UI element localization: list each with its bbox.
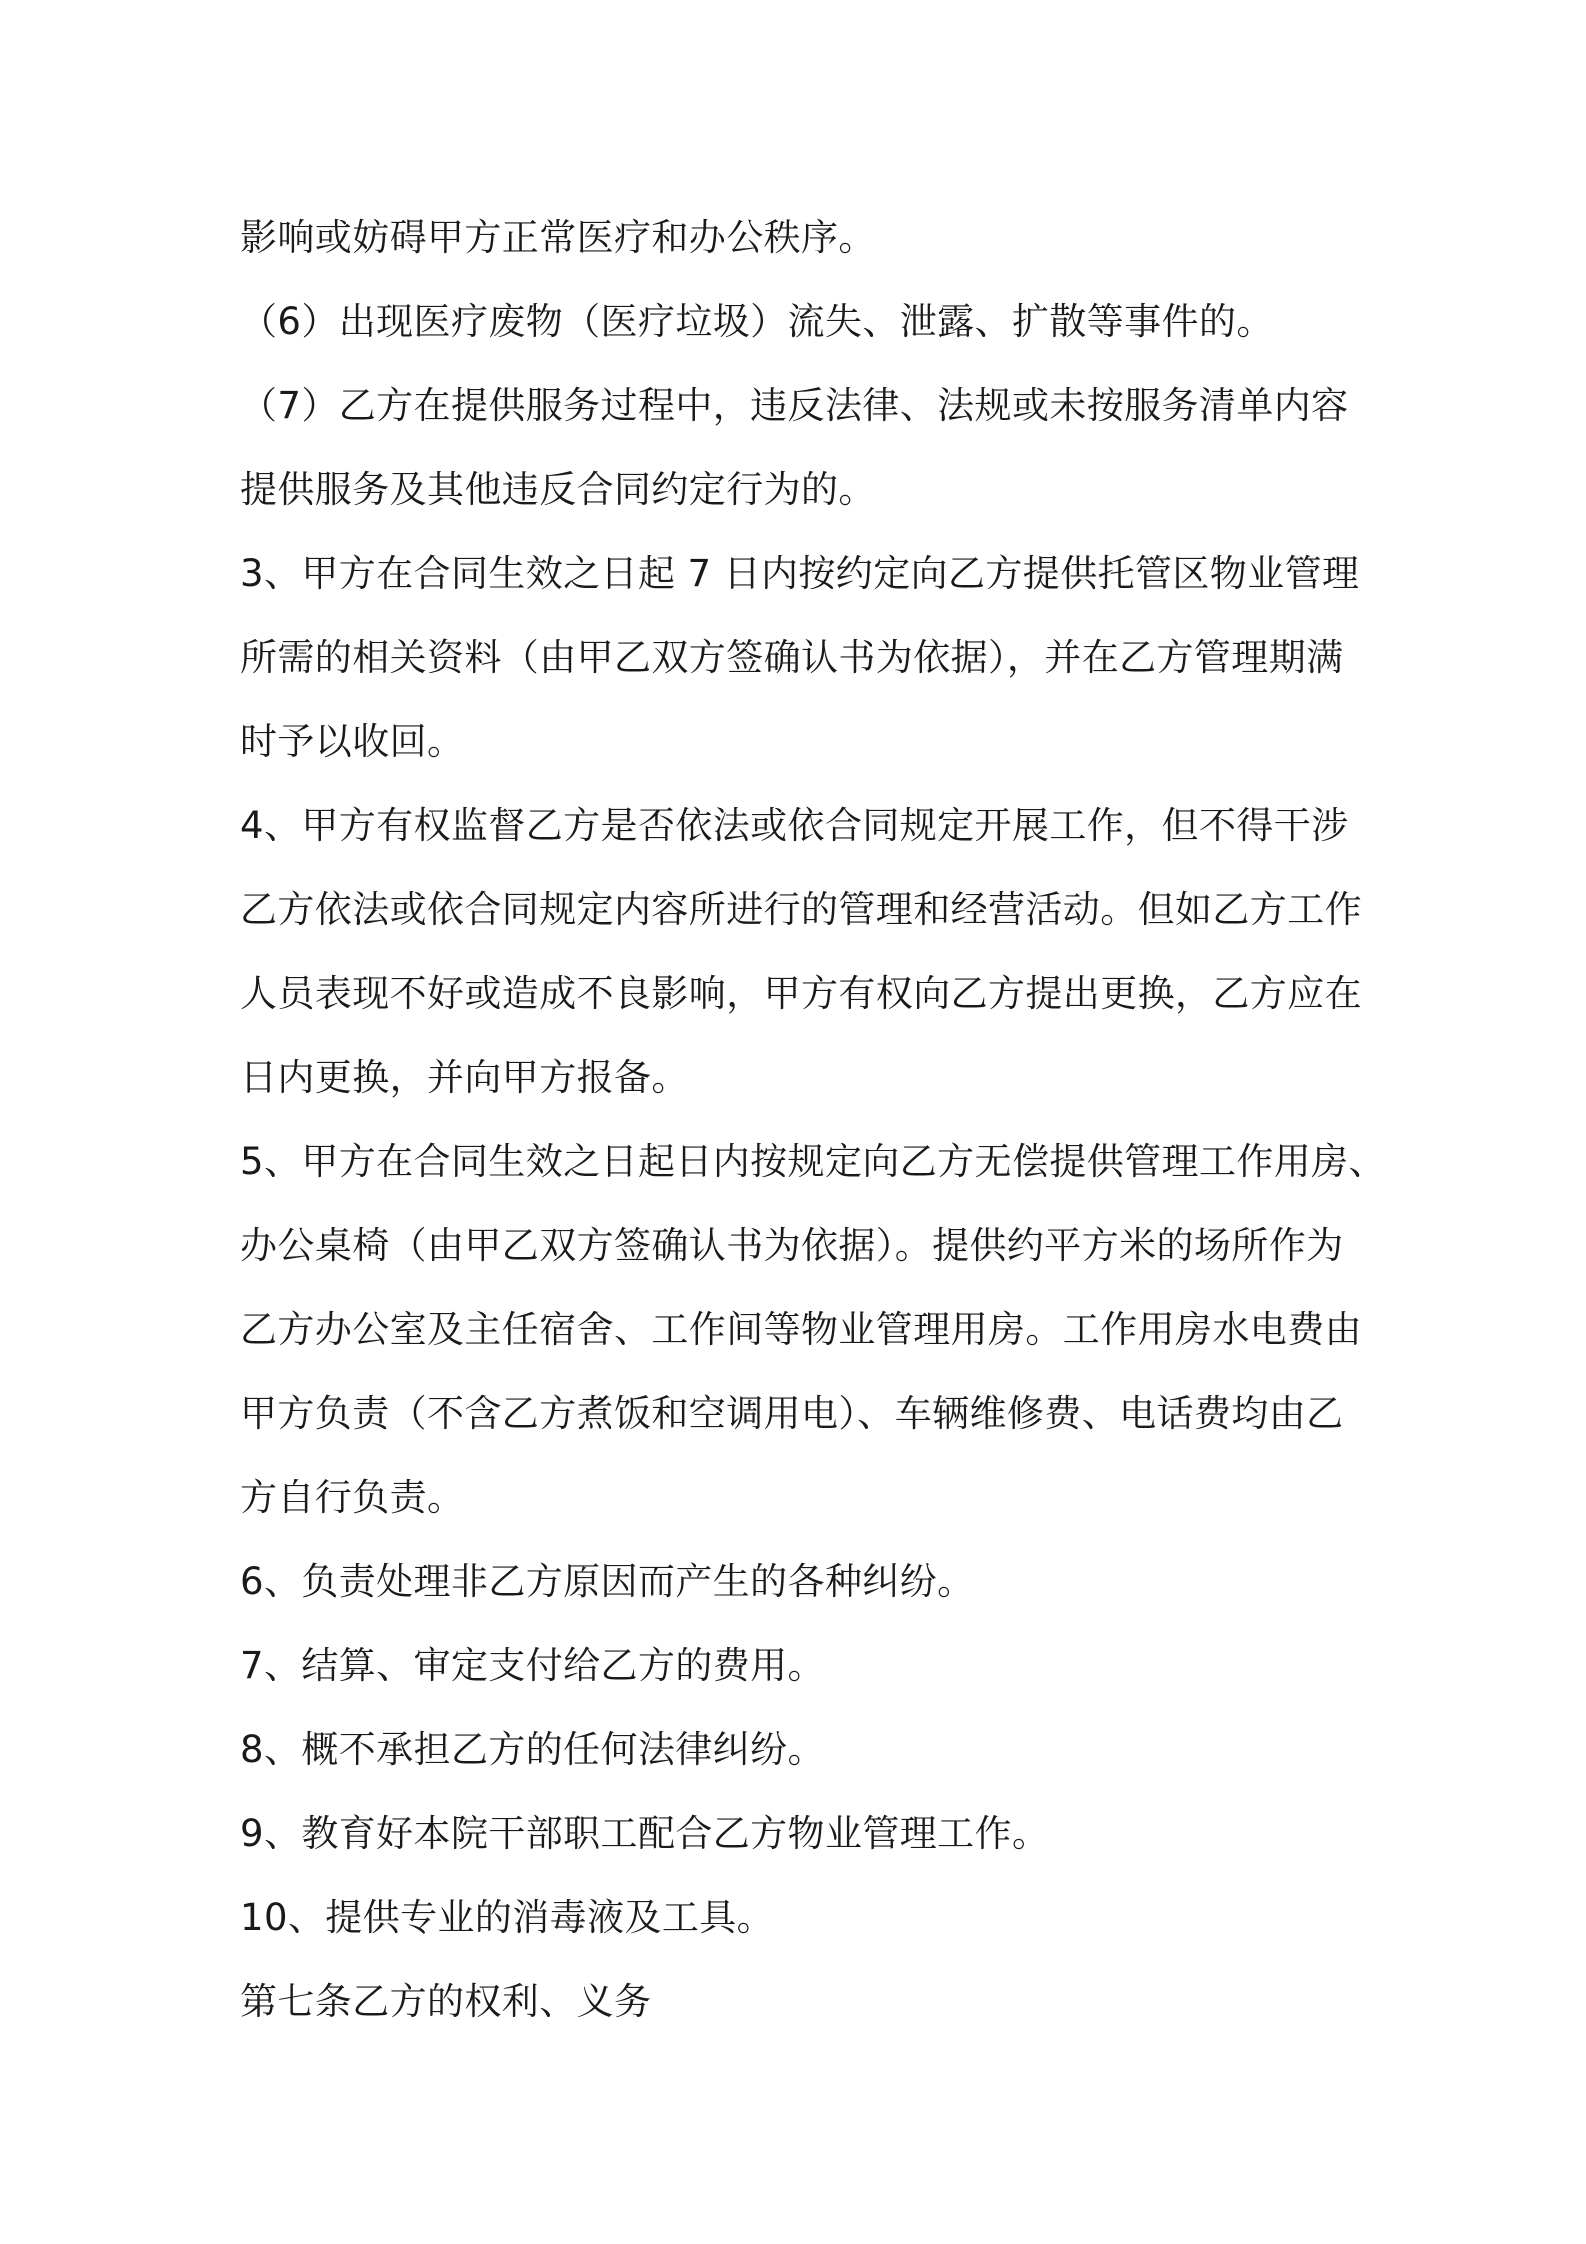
text-line: （7）乙方在提供服务过程中，违反法律、法规或未按服务清单内容 — [240, 384, 1349, 427]
document-body — [240, 196, 1386, 2044]
text-line: 4、甲方有权监督乙方是否依法或依合同规定开展工作，但不得干涉 — [240, 804, 1349, 847]
text-line: 10、提供专业的消毒液及工具。 — [240, 1896, 775, 1939]
text-line: 3、甲方在合同生效之日起 7 日内按约定向乙方提供托管区物业管理 — [240, 552, 1360, 595]
section-heading: 第七条乙方的权利、义务 — [240, 1980, 652, 2023]
text-line: 日内更换，并向甲方报备。 — [240, 1056, 689, 1099]
text-line: 方自行负责。 — [240, 1476, 465, 1519]
text-line: （6）出现医疗废物（医疗垃圾）流失、泄露、扩散等事件的。 — [240, 300, 1274, 343]
text-line: 所需的相关资料（由甲乙双方签确认书为依据），并在乙方管理期满 — [240, 636, 1344, 679]
text-line: 7、结算、审定支付给乙方的费用。 — [240, 1644, 825, 1687]
text-line: 6、负责处理非乙方原因而产生的各种纠纷。 — [240, 1560, 975, 1603]
text-line: 甲方负责（不含乙方煮饭和空调用电）、车辆维修费、电话费均由乙 — [240, 1392, 1344, 1435]
text-line: 5、甲方在合同生效之日起日内按规定向乙方无偿提供管理工作用房、 — [240, 1140, 1386, 1183]
text-line: 人员表现不好或造成不良影响，甲方有权向乙方提出更换，乙方应在 — [240, 972, 1362, 1015]
text-line: 影响或妨碍甲方正常医疗和办公秩序。 — [240, 216, 876, 259]
text-line: 办公桌椅（由甲乙双方签确认书为依据）。提供约平方米的场所作为 — [240, 1224, 1344, 1267]
text-line: 时予以收回。 — [240, 720, 465, 763]
text-line: 乙方依法或依合同规定内容所进行的管理和经营活动。但如乙方工作 — [240, 888, 1362, 931]
text-line: 乙方办公室及主任宿舍、工作间等物业管理用房。工作用房水电费由 — [240, 1308, 1362, 1351]
text-line: 8、概不承担乙方的任何法律纠纷。 — [240, 1728, 825, 1771]
text-line: 提供服务及其他违反合同约定行为的。 — [240, 468, 876, 511]
text-line: 9、教育好本院干部职工配合乙方物业管理工作。 — [240, 1812, 1050, 1855]
